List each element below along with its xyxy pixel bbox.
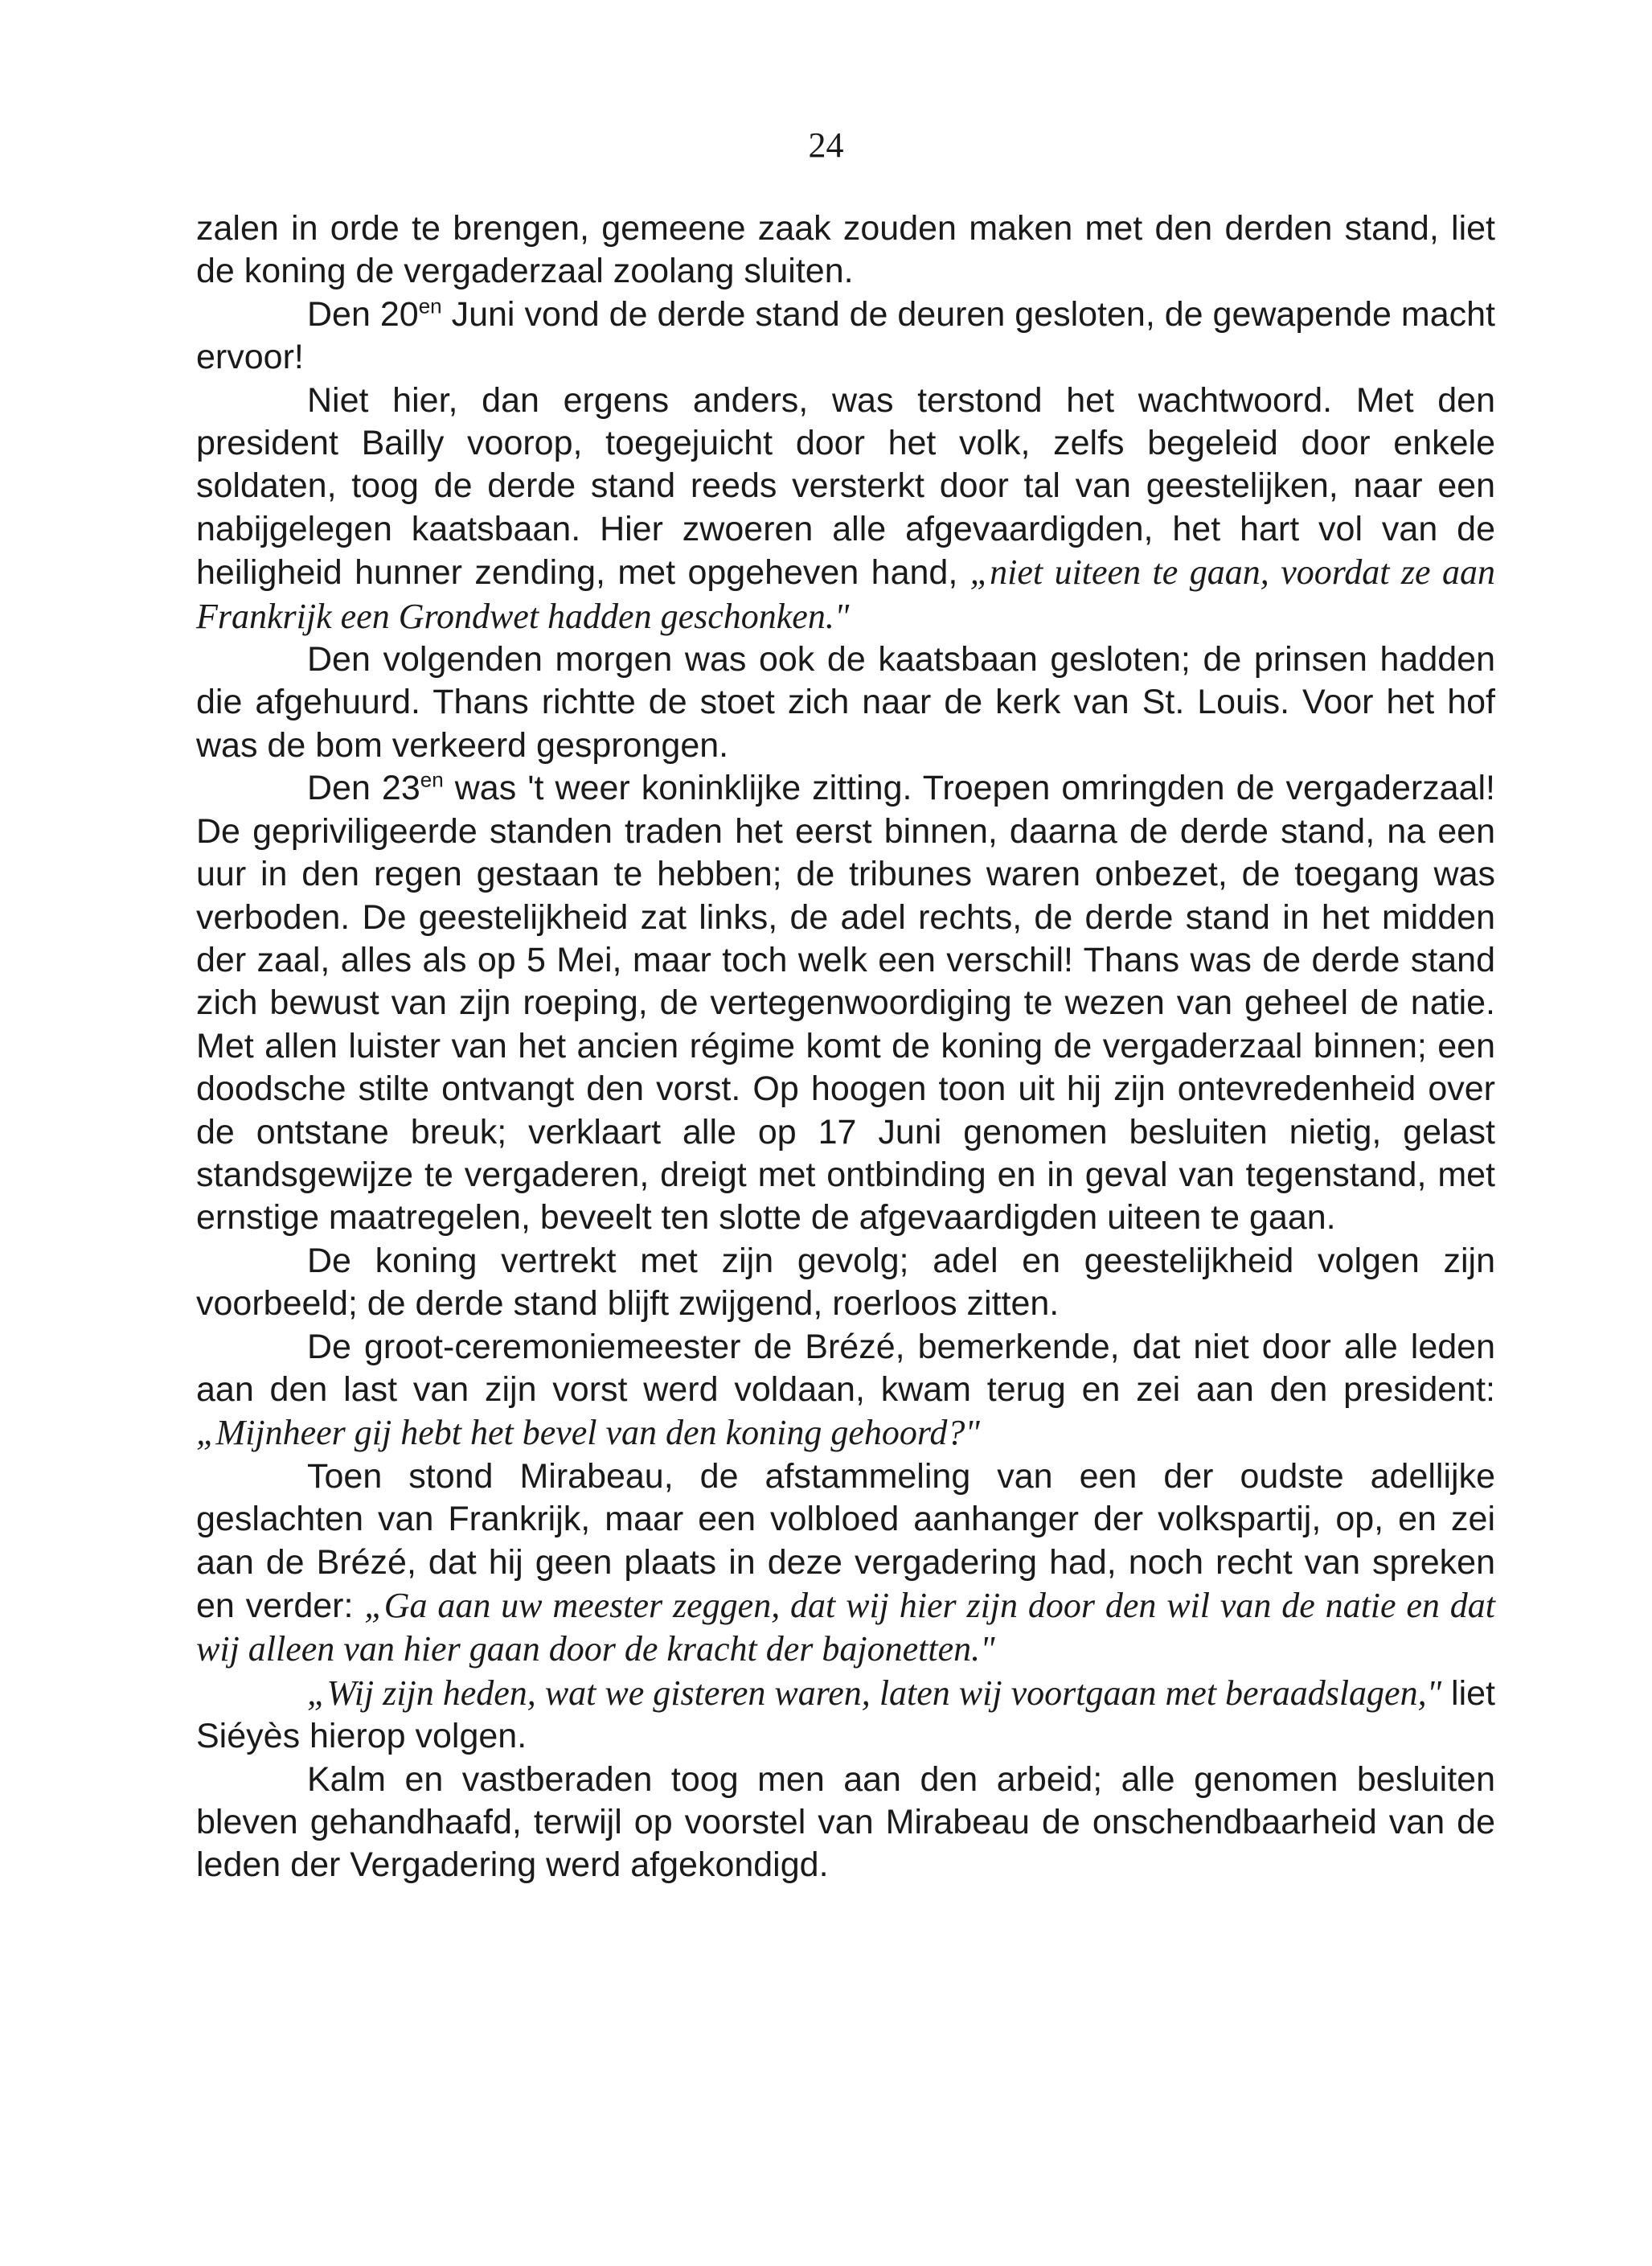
paragraph-5-text-b: was 't weer koninklijke zitting. Troepen omringden de vergaderzaal! De gepriviligeerde standen traden het eerst binnen, daarna de derde stand, na een uur in den regen gestaan te hebben; de tribunes waren onbezet, de toegang was verboden. De geestelijkheid zat links, de adel rechts, de derde stand in het midden der zaal, alles als op 5 Mei, maar toch welk een verschil! Thans was de derde stand zich bewust van zijn roeping, de vertegenwoordiging te wezen van geheel de natie. Met allen luister van het ancien régime komt de koning de vergaderzaal binnen; een doodsche stilte ontvangt den vorst. Op hoogen toon uit hij zijn ontevredenheid over de ontstane breuk; verklaart alle op 17 Juni genomen besluiten nietig, gelast standsgewijze te vergaderen, dreigt met ontbinding en in geval van tegenstand, met ernstige maatregelen, beveelt ten slotte de afgevaardigden uiteen te gaan.	[196, 769, 1496, 1238]
paragraph-2-text-a: Den 20	[307, 294, 419, 334]
paragraph-8-quote: „Ga aan uw meester zeggen, dat wij hier zijn door den wil van de natie en dat wij alleen van hier gaan door de kracht der bajonetten."	[196, 1586, 1495, 1669]
paragraph-3	[196, 380, 1495, 638]
paragraph-2	[196, 294, 1495, 380]
body-text	[196, 207, 1495, 1887]
paragraph-1: zalen in orde te brengen, gemeene zaak zouden maken met den derden stand, liet de koning de vergaderzaal zoolang sluiten.	[196, 209, 1495, 291]
paragraph-10: Kalm en vastberaden toog men aan den arbeid; alle genomen besluiten bleven gehandhaafd, terwijl op voorstel van Mirabeau de onschendbaarheid van de leden der Vergadering werd afgekondigd.	[196, 1759, 1495, 1885]
paragraph-7-quote: „Mijnheer gij hebt het bevel van den koning gehoord?"	[196, 1413, 980, 1453]
paragraph-7	[196, 1326, 1495, 1455]
paragraph-8	[196, 1455, 1495, 1672]
paragraph-4: Den volgenden morgen was ook de kaatsbaan gesloten; de prinsen hadden die afgehuurd. Thans richtte de stoet zich naar de kerk van St. Louis. Voor het hof was de bom verkeerd gesprongen.	[196, 640, 1495, 765]
paragraph-5	[196, 767, 1495, 1239]
paragraph-8-text: Toen stond Mirabeau, de afstammeling van een der oudste adellijke geslachten van Frankrijk, maar een volbloed aanhanger der volkspartij, op, en zei aan de Brézé, dat hij geen plaats in deze vergadering had, noch recht van spreken en verder:	[196, 1456, 1495, 1625]
paragraph-3-text: Niet hier, dan ergens anders, was terstond het wachtwoord. Met den president Bailly voorop, toegejuicht door het volk, zelfs begeleid door enkele soldaten, toog de derde stand reeds versterkt door tal van geestelijken, naar een nabijgelegen kaatsbaan. Hier zwoeren alle afgevaardigden, het hart vol van de heiligheid hunner zending, met opgeheven hand,	[196, 380, 1495, 593]
ordinal-suffix: en	[418, 294, 442, 318]
paragraph-9	[196, 1672, 1495, 1759]
paragraph-9-text: liet Siéyès hierop volgen.	[196, 1673, 1495, 1756]
paragraph-5-text-a: Den 23	[307, 769, 420, 808]
paragraph-3-quote: „niet uiteen te gaan, voordat ze aan Frankrijk een Grondwet hadden geschonken."	[196, 552, 1495, 636]
paragraph-6: De koning vertrekt met zijn gevolg; adel en geestelijkheid volgen zijn voorbeeld; de derde stand blijft zwijgend, roerloos zitten.	[196, 1241, 1495, 1324]
paragraph-2-text-b: Juni vond de derde stand de deuren gesloten, de gewapende macht ervoor!	[196, 294, 1495, 377]
page-number: 24	[808, 125, 844, 165]
paragraph-9-quote: „Wij zijn heden, wat we gisteren waren, laten wij voortgaan met beraadslagen,"	[307, 1673, 1442, 1713]
paragraph-7-text: De groot-ceremoniemeester de Brézé, bemerkende, dat niet door alle leden aan den last van zijn vorst werd voldaan, kwam terug en zei aan den president:	[196, 1327, 1495, 1409]
ordinal-suffix: en	[420, 767, 444, 792]
